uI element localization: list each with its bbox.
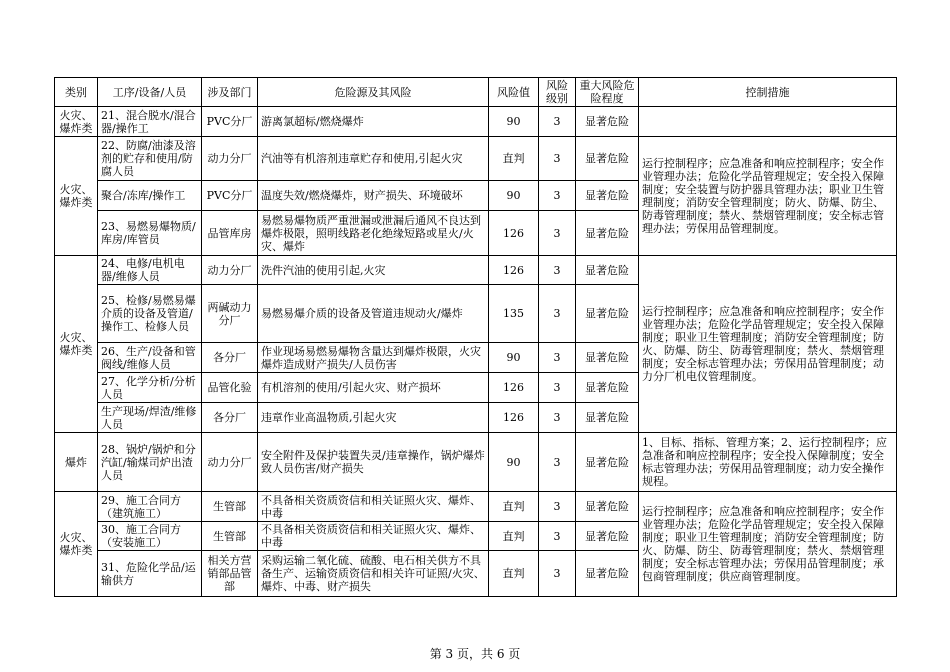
process-cell: 24、电修/电机电器/维修人员 [98,256,202,285]
dept-cell: 各分厂 [202,403,258,433]
major-risk-cell: 显著危险 [576,181,639,211]
hazard-cell: 违章作业高温物质,引起火灾 [258,403,489,433]
risk-value-cell: 直判 [489,551,539,597]
hazard-cell: 游离氯超标/燃烧爆炸 [258,107,489,137]
risk-value-cell: 126 [489,211,539,256]
hazard-cell: 不具备相关资质资信和相关证照火灾、爆炸、中毒 [258,522,489,551]
dept-cell: 生管部 [202,492,258,522]
hazard-cell: 易燃易爆介质的设备及管道违规动火/爆炸 [258,285,489,343]
dept-cell: 各分厂 [202,343,258,373]
dept-cell: PVC分厂 [202,107,258,137]
control-cell: 1、目标、指标、管理方案；2、运行控制程序；应急准备和响应控制程序；安全投入保障制度；安全标志管理办法；劳保用品管理制度；动力安全操作规程。 [639,433,897,492]
major-risk-cell: 显著危险 [576,433,639,492]
header-category: 类别 [55,78,98,107]
risk-level-cell: 3 [539,373,576,403]
hazard-cell: 温度失效/燃烧爆炸，财产损失、环境破坏 [258,181,489,211]
process-cell: 22、防腐/油漆及溶剂的贮存和使用/防腐人员 [98,137,202,181]
major-risk-cell: 显著危险 [576,522,639,551]
major-risk-cell: 显著危险 [576,107,639,137]
hazard-cell: 有机溶剂的使用/引起火灾、财产损坏 [258,373,489,403]
category-cell: 爆炸 [55,433,98,492]
major-risk-cell: 显著危险 [576,373,639,403]
process-cell: 生产现场/焊渣/维修人员 [98,403,202,433]
header-major-risk: 重大风险危险程度 [576,78,639,107]
dept-cell: 动力分厂 [202,433,258,492]
header-hazard: 危险源及其风险 [258,78,489,107]
hazard-cell: 作业现场易燃易爆物含量达到爆炸极限，火灾爆炸造成财产损失/人员伤害 [258,343,489,373]
risk-value-cell: 90 [489,433,539,492]
risk-level-cell: 3 [539,211,576,256]
process-cell: 29、施工合同方（建筑施工） [98,492,202,522]
dept-cell: 品管库房 [202,211,258,256]
risk-value-cell: 90 [489,107,539,137]
table-row [55,433,897,492]
table-row [55,492,897,522]
table-row [55,107,897,137]
process-cell: 31、危险化学品/运输供方 [98,551,202,597]
major-risk-cell: 显著危险 [576,211,639,256]
risk-level-cell: 3 [539,285,576,343]
hazard-cell: 安全附件及保护装置失灵/违章操作，锅炉爆炸致人员伤害/财产损失 [258,433,489,492]
risk-value-cell: 90 [489,181,539,211]
risk-value-cell: 90 [489,343,539,373]
risk-value-cell: 126 [489,403,539,433]
process-cell: 25、检修/易燃易爆介质的设备及管道/操作工、检修人员 [98,285,202,343]
risk-level-cell: 3 [539,256,576,285]
risk-value-cell: 135 [489,285,539,343]
dept-cell: 生管部 [202,522,258,551]
process-cell: 23、易燃易爆物质/库房/库管员 [98,211,202,256]
category-cell: 火灾、爆炸类 [55,256,98,433]
risk-level-cell: 3 [539,551,576,597]
risk-level-cell: 3 [539,403,576,433]
risk-table [54,77,897,597]
table-row [55,256,897,285]
hazard-cell: 洗件汽油的使用引起,火灾 [258,256,489,285]
hazard-cell: 采购运输二氧化硫、硫酸、电石相关供方不具备生产、运输资质资信和相关许可证照/火灾、爆炸、中毒、财产损失 [258,551,489,597]
header-process: 工序/设备/人员 [98,78,202,107]
risk-value-cell: 直判 [489,522,539,551]
dept-cell: PVC分厂 [202,181,258,211]
risk-level-cell: 3 [539,137,576,181]
control-cell: 运行控制程序；应急准备和响应控制程序；安全作业管理办法；危险化学品管理规定；安全投入保障制度；职业卫生管理制度；消防安全管理制度；防火、防爆、防尘、防毒管理制度；禁火、禁烟管理制度；安全标志管理办法；劳保用品管理制度；承包商管理制度；供应商管理制度。 [639,492,897,597]
category-cell: 火灾、爆炸类 [55,107,98,137]
process-cell: 26、生产/设备和管阀线/维修人员 [98,343,202,373]
header-dept: 涉及部门 [202,78,258,107]
process-cell: 27、化学分析/分析人员 [98,373,202,403]
control-cell: 运行控制程序；应急准备和响应控制程序；安全作业管理办法；危险化学品管理规定；安全投入保障制度；安全装置与防护器具管理办法；职业卫生管理制度；消防安全管理制度；防火、防爆、防尘、防毒管理制度；禁火、禁烟管理制度；安全标志管理办法；劳保用品管理制度。 [639,137,897,256]
page-footer: 第 3 页，共 6 页 [429,647,521,661]
hazard-cell: 不具备相关资质资信和相关证照火灾、爆炸、中毒 [258,492,489,522]
process-cell: 28、锅炉/锅炉和分汽缸/输煤司炉出渣人员 [98,433,202,492]
risk-level-cell: 3 [539,433,576,492]
risk-level-cell: 3 [539,522,576,551]
major-risk-cell: 显著危险 [576,343,639,373]
risk-value-cell: 直判 [489,137,539,181]
major-risk-cell: 显著危险 [576,256,639,285]
process-cell: 21、混合脱水/混合器/操作工 [98,107,202,137]
major-risk-cell: 显著危险 [576,551,639,597]
risk-value-cell: 126 [489,373,539,403]
major-risk-cell: 显著危险 [576,403,639,433]
dept-cell: 两碱动力分厂 [202,285,258,343]
major-risk-cell: 显著危险 [576,492,639,522]
hazard-cell: 汽油等有机溶剂违章贮存和使用,引起火灾 [258,137,489,181]
risk-value-cell: 直判 [489,492,539,522]
dept-cell: 动力分厂 [202,137,258,181]
risk-level-cell: 3 [539,181,576,211]
dept-cell: 动力分厂 [202,256,258,285]
hazard-cell: 易燃易爆物质严重泄漏或泄漏后通风不良达到爆炸极限，照明线路老化绝缘短路或星火/火灾、爆炸 [258,211,489,256]
header-control: 控制措施 [639,78,897,107]
dept-cell: 相关方营销部品管部 [202,551,258,597]
process-cell: 聚合/冻库/操作工 [98,181,202,211]
category-cell: 火灾、爆炸类 [55,492,98,597]
risk-level-cell: 3 [539,492,576,522]
header-risk-level: 风险级别 [539,78,576,107]
risk-level-cell: 3 [539,343,576,373]
risk-value-cell: 126 [489,256,539,285]
control-cell: 运行控制程序；应急准备和响应控制程序；安全作业管理办法；危险化学品管理规定；安全投入保障制度；职业卫生管理制度；消防安全管理制度；防火、防爆、防尘、防毒管理制度；禁火、禁烟管理制度；安全标志管理办法；劳保用品管理制度；动力分厂机电仪管理制度。 [639,256,897,433]
major-risk-cell: 显著危险 [576,137,639,181]
category-cell: 火灾、爆炸类 [55,137,98,256]
header-risk-value: 风险值 [489,78,539,107]
major-risk-cell: 显著危险 [576,285,639,343]
control-cell [639,107,897,137]
risk-level-cell: 3 [539,107,576,137]
header-row [55,78,897,107]
table-row [55,137,897,181]
process-cell: 30、施工合同方（安装施工） [98,522,202,551]
dept-cell: 品管化验 [202,373,258,403]
